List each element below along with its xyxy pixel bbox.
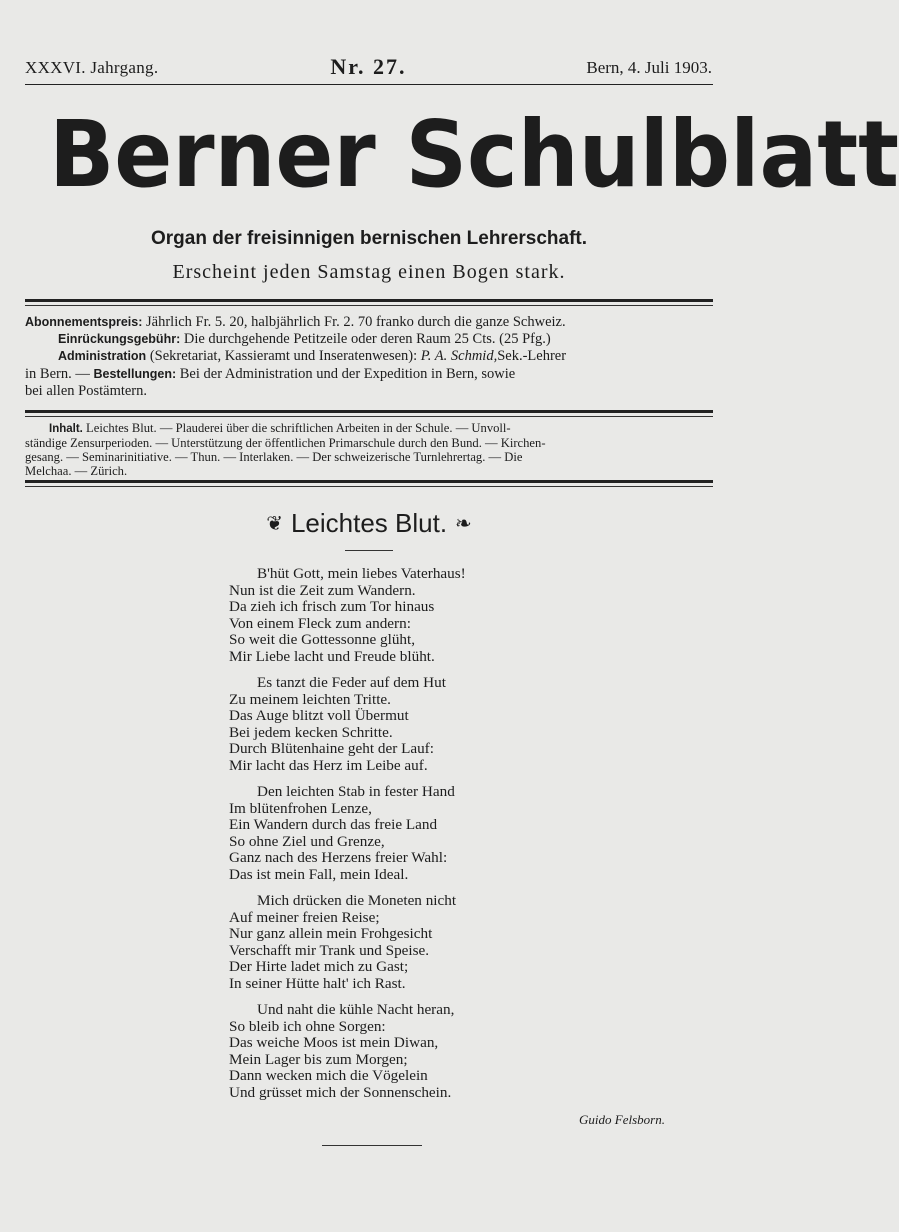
poem-title-text: Leichtes Blut.	[290, 508, 448, 538]
contents-block	[25, 421, 713, 478]
poem-line: Und grüsset mich der Sonnenschein.	[229, 1083, 452, 1101]
end-rule	[322, 1145, 422, 1146]
contents-line-4: Melchaa. — Zürich.	[25, 464, 128, 478]
administration-line	[25, 348, 713, 365]
poem-stanza	[229, 893, 466, 992]
poem-author: Guido Felsborn.	[579, 1112, 665, 1127]
ad-fee-label: Einrückungsgebühr:	[58, 332, 181, 347]
administration-title: Sek.-Lehrer	[497, 348, 567, 365]
poem-line: Mir Liebe lacht und Freude blüht.	[229, 647, 435, 665]
orders-label: Bestellungen:	[93, 366, 177, 381]
issue-number: Nr. 27.	[330, 54, 407, 79]
poem-line: Mein Lager bis zum Morgen;	[229, 1050, 408, 1068]
poem-stanza	[229, 784, 466, 883]
administration-place: in Bern. —	[25, 365, 90, 382]
ad-fee-line	[25, 331, 713, 348]
poem-line: Durch Blütenhaine geht der Lauf:	[229, 740, 434, 757]
administration-text: (Sekretariat, Kassieramt und Inseratenwesen):	[149, 348, 418, 365]
orders-line-2: bei allen Postämtern.	[25, 382, 148, 399]
poem-stanza	[229, 566, 466, 665]
poem-line: Den leichten Stab in fester Hand	[257, 783, 455, 800]
poem-title	[25, 508, 713, 539]
price-line	[25, 314, 713, 331]
contents-end-rule-thin	[25, 486, 713, 487]
poem-line: Zu meinem leichten Tritte.	[229, 690, 391, 708]
administration-label: Administration	[58, 349, 147, 364]
poem-line: B'hüt Gott, mein liebes Vaterhaus!	[257, 565, 466, 582]
poem-line: Dann wecken mich die Vögelein	[229, 1067, 428, 1084]
poem-line: Ganz nach des Herzens freier Wahl:	[229, 849, 448, 866]
volume-label: XXXVI. Jahrgang.	[25, 58, 159, 77]
poem-stanza	[229, 675, 466, 774]
poem-line: Das ist mein Fall, mein Ideal.	[229, 865, 409, 883]
masthead-rule-thin	[25, 305, 713, 306]
place-date: Bern, 4. Juli 1903.	[586, 58, 712, 77]
contents-text-1: Leichtes Blut. — Plauderei über die schriftlichen Arbeiten in der Schule. — Unvoll-	[86, 421, 511, 435]
poem-line: Bei jedem kecken Schritte.	[229, 723, 393, 741]
title-underline	[345, 550, 393, 551]
poem-line: Der Hirte ladet mich zu Gast;	[229, 958, 409, 975]
poem-line: Es tanzt die Feder auf dem Hut	[257, 674, 446, 691]
poem-body	[229, 566, 466, 1111]
poem-line: So weit die Gottessonne glüht,	[229, 631, 416, 648]
issue-header	[25, 56, 712, 82]
poem-line: Im blütenfrohen Lenze,	[229, 799, 372, 817]
poem-stanza	[229, 1002, 466, 1101]
poem-line: Auf meiner freien Reise;	[229, 908, 380, 926]
contents-label: Inhalt.	[49, 423, 83, 435]
poem-line: Verschafft mir Trank und Speise.	[229, 941, 430, 959]
poem-line: Nur ganz allein mein Frohgesicht	[229, 925, 433, 942]
masthead-frequency: Erscheint jeden Samstag einen Bogen stark.	[172, 261, 566, 283]
masthead-rule-thick	[25, 299, 713, 302]
contents-rule-thick	[25, 410, 713, 413]
poem-line: So bleib ich ohne Sorgen:	[229, 1017, 386, 1035]
poem-line: Das weiche Moos ist mein Diwan,	[229, 1034, 439, 1051]
header-rule	[25, 84, 713, 85]
poem-line: Da zieh ich frisch zum Tor hinaus	[229, 598, 435, 615]
administration-name: P. A. Schmid,	[420, 348, 498, 365]
poem-line: In seiner Hütte halt' ich Rast.	[229, 974, 406, 992]
price-label: Abonnementspreis:	[25, 315, 143, 329]
poem-line: Und naht die kühle Nacht heran,	[257, 1001, 455, 1018]
masthead-title: Berner Schulblatt	[49, 101, 899, 208]
floral-ornament-left-icon: ❦	[266, 513, 283, 535]
poem-line: So ohne Ziel und Grenze,	[229, 832, 385, 850]
poem-line: Mir lacht das Herz im Leibe auf.	[229, 756, 428, 774]
orders-text: Bei der Administration und der Expedition in Bern, sowie	[179, 365, 516, 382]
subscription-block	[25, 314, 713, 400]
contents-rule-thin	[25, 416, 713, 417]
floral-ornament-right-icon: ❧	[455, 513, 472, 535]
contents-end-rule-thick	[25, 480, 713, 483]
poem-line: Das Auge blitzt voll Übermut	[229, 707, 409, 724]
poem-line: Mich drücken die Moneten nicht	[257, 892, 457, 909]
contents-line-3: gesang. — Seminarinitiative. — Thun. — Interlaken. — Der schweizerische Turnlehrertag. — Die	[25, 450, 523, 464]
contents-line-2: ständige Zensurperioden. — Unterstützung der öffentlichen Primarschule durch den Bund. — Kirchen-	[25, 436, 546, 450]
masthead-organ: Organ der freisinnigen bernischen Lehrerschaft.	[150, 228, 588, 249]
poem-line: Nun ist die Zeit zum Wandern.	[229, 581, 416, 599]
orders-line	[25, 366, 713, 383]
contents-line-1	[25, 421, 713, 436]
poem-line: Ein Wandern durch das freie Land	[229, 816, 438, 833]
ad-fee-text: Die durchgehende Petitzeile oder deren Raum 25 Cts. (25 Pfg.)	[183, 331, 551, 348]
poem-line: Von einem Fleck zum andern:	[229, 614, 411, 632]
price-text: Jährlich Fr. 5. 20, halbjährlich Fr. 2. 70 franko durch die ganze Schweiz.	[146, 314, 566, 330]
